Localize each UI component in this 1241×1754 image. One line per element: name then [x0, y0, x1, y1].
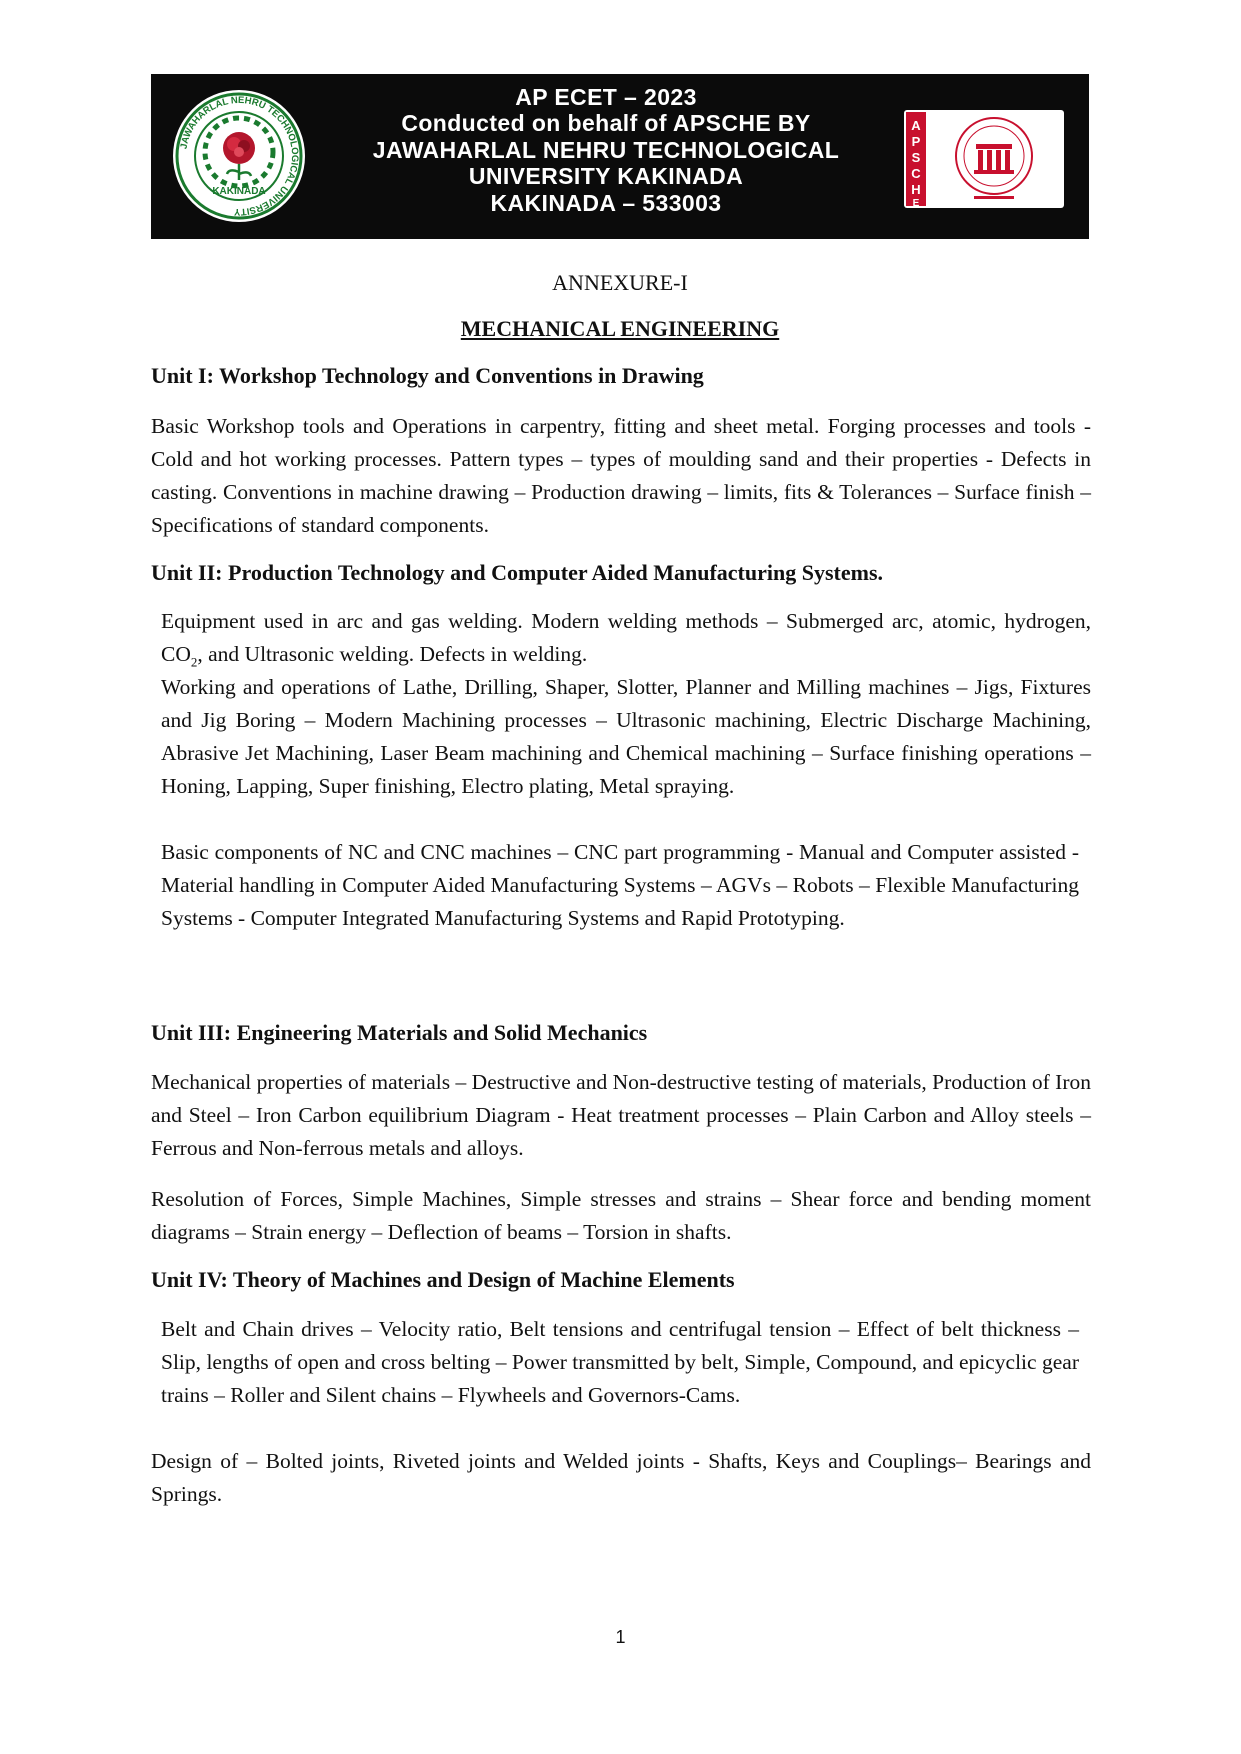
svg-text:H: H: [911, 182, 921, 197]
header-banner: [151, 74, 1089, 239]
unit-paragraph: Resolution of Forces, Simple Machines, Simple stresses and strains – Shear force and bending moment diagrams – Strain energy – Deflection of beams – Torsion in shafts.: [151, 1187, 1091, 1244]
unit-heading: Unit III: Engineering Materials and Solid Mechanics: [151, 1020, 648, 1045]
svg-text:A: A: [911, 118, 921, 133]
rose-icon: [223, 132, 255, 180]
annexure-label: ANNEXURE-I: [552, 270, 688, 295]
unit-paragraph: Belt and Chain drives – Velocity ratio, Belt tensions and centrifugal tension – Effect of belt thickness – Slip, lengths of open and cross belting – Power transmitted by belt, Simple, Compound, and epicyclic gear trains – Roller and Silent chains – Flywheels and Governors-Cams.: [161, 1317, 1079, 1407]
svg-text:C: C: [911, 166, 921, 181]
unit-paragraph: Equipment used in arc and gas welding. Modern welding methods – Submerged arc, atomic, hydrogen, $CO_2$, and Ultrasonic welding. Defects in welding.: [161, 609, 1091, 670]
unit-heading: Unit II: Production Technology and Computer Aided Manufacturing Systems.: [151, 560, 884, 585]
unit-paragraph: Working and operations of Lathe, Drilling, Shaper, Slotter, Planner and Milling machines – Jigs, Fixtures and Jig Boring – Modern Machining processes – Ultrasonic machining, Electric Discharge Machining, Abrasive Jet Machining, Laser Beam machining and Chemical machining – Surface finishing operations – Honing, Lapping, Super finishing, Electro plating, Metal spraying.: [161, 675, 1091, 798]
unit-paragraph: Mechanical properties of materials – Destructive and Non-destructive testing of materials, Production of Iron and Steel – Iron Carbon equilibrium Diagram - Heat treatment processes – Plain Carbon and Alloy steels – Ferrous and Non-ferrous metals and alloys.: [151, 1070, 1091, 1160]
svg-text:P: P: [911, 134, 921, 149]
jntu-seal-logo: [171, 88, 307, 224]
banner-line: KAKINADA – 533003: [490, 189, 722, 216]
banner-title: [301, 84, 911, 216]
unit-paragraph: Basic components of NC and CNC machines – CNC part programming - Manual and Computer assisted - Material handling in Computer Aided Manufacturing Systems – AGVs – Robots – Flexible Manufacturing Systems - Computer Integrated Manufacturing Systems and Rapid Prototyping.: [161, 840, 1079, 930]
pillars-icon: [974, 144, 1014, 174]
subject-title: MECHANICAL ENGINEERING: [460, 316, 780, 341]
banner-line: AP ECET – 2023: [515, 84, 697, 110]
seal-ring-text: JAWAHARLAL NEHRU TECHNOLOGICAL UNIVERSITY: [178, 94, 301, 218]
unit-paragraph: Design of – Bolted joints, Riveted joints and Welded joints - Shafts, Keys and Couplings– Bearings and Springs.: [151, 1449, 1091, 1506]
unit-paragraph: Basic Workshop tools and Operations in carpentry, fitting and sheet metal. Forging processes and tools - Cold and hot working processes. Pattern types – types of moulding sand and their properties - Defects in casting. Conventions in machine drawing – Production drawing – limits, fits & Tolerances – Surface finish – Specifications of standard components.: [151, 414, 1091, 537]
svg-text:S: S: [911, 150, 921, 165]
apsche-emblem-logo: [904, 110, 1064, 208]
seal-bottom-text: KAKINADA: [212, 186, 266, 197]
banner-line: UNIVERSITY KAKINADA: [468, 163, 744, 190]
page-number: 1: [615, 1627, 626, 1647]
svg-text:E: E: [912, 198, 920, 208]
banner-line: Conducted on behalf of APSCHE BY: [401, 110, 811, 137]
unit-heading: Unit I: Workshop Technology and Conventions in Drawing: [151, 363, 704, 388]
unit-heading: Unit IV: Theory of Machines and Design of Machine Elements: [151, 1267, 735, 1292]
banner-line: JAWAHARLAL NEHRU TECHNOLOGICAL: [372, 136, 840, 163]
